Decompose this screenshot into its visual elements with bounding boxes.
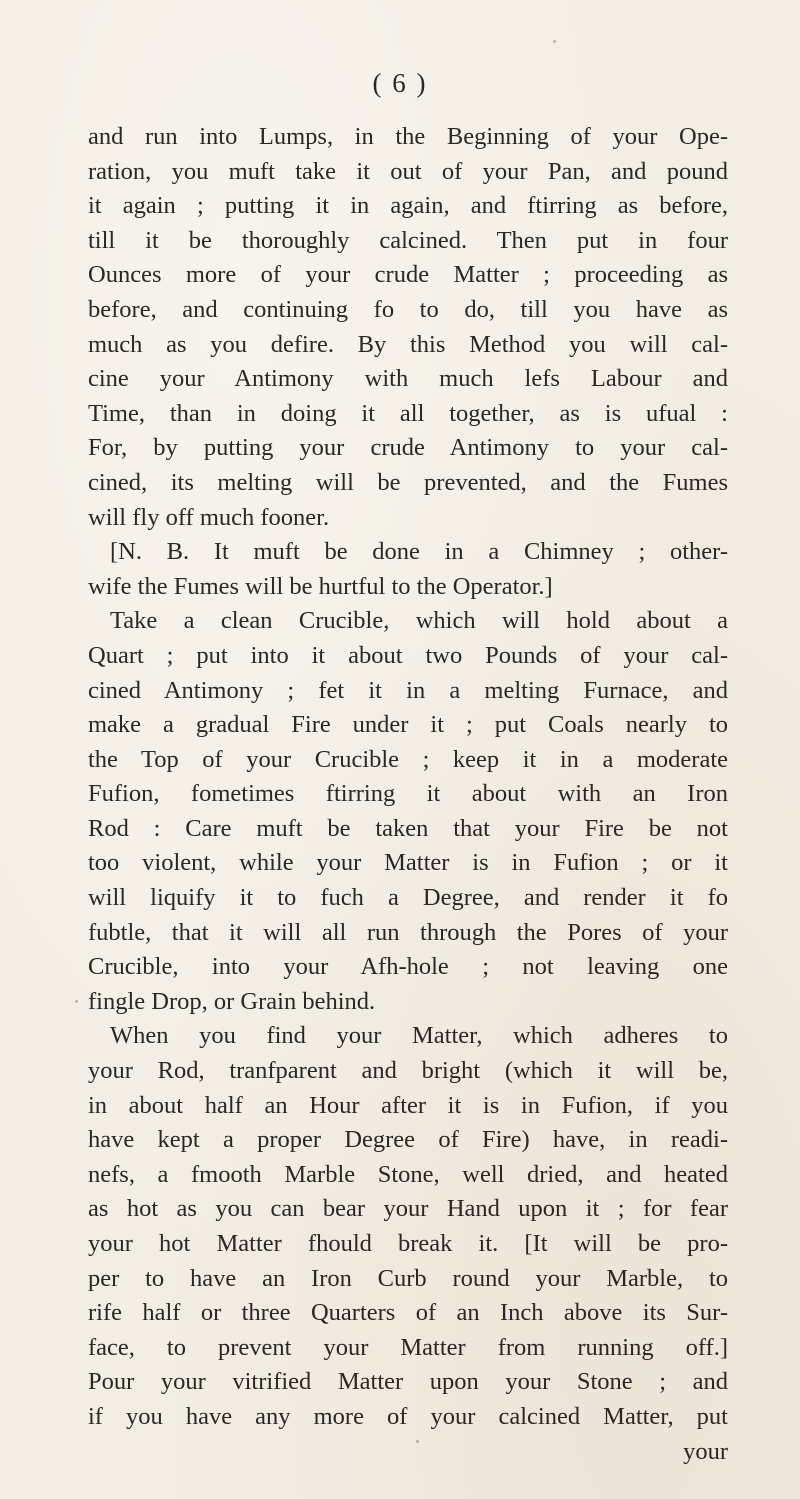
text-line: [N. B. It muft be done in a Chimney ; other- bbox=[110, 538, 728, 566]
text-line: Time, than in doing it all together, as is ufual : bbox=[88, 399, 728, 427]
text-line: Rod : Care muft be taken that your Fire be not bbox=[88, 814, 728, 842]
text-line: When you find your Matter, which adheres to bbox=[110, 1022, 728, 1050]
text-line: make a gradual Fire under it ; put Coals nearly to bbox=[88, 711, 728, 739]
text-line: it again ; putting it in again, and ftirring as before, bbox=[88, 192, 728, 220]
text-line: fubtle, that it will all run through the Pores of your bbox=[88, 918, 728, 946]
text-line: cined, its melting will be prevented, and the Fumes bbox=[88, 468, 728, 496]
text-line: per to have an Iron Curb round your Marble, to bbox=[88, 1264, 728, 1292]
text-line: cine your Antimony with much lefs Labour and bbox=[88, 365, 728, 393]
text-line: rife half or three Quarters of an Inch above its Sur- bbox=[88, 1299, 728, 1327]
text-line: ration, you muft take it out of your Pan, and pound bbox=[88, 157, 728, 185]
text-line: Ounces more of your crude Matter ; proceeding as bbox=[88, 261, 728, 289]
text-line: will fly off much fooner. bbox=[88, 503, 330, 531]
text-line: will liquify it to fuch a Degree, and render it fo bbox=[88, 884, 728, 912]
text-line: till it be thoroughly calcined. Then put in four bbox=[88, 226, 728, 254]
text-line: Pour your vitrified Matter upon your Stone ; and bbox=[88, 1368, 728, 1396]
text-line: too violent, while your Matter is in Fufion ; or it bbox=[88, 849, 728, 877]
text-line: Take a clean Crucible, which will hold about a bbox=[110, 607, 728, 635]
paper-speck bbox=[75, 1000, 78, 1003]
text-line: your Rod, tranfparent and bright (which it will be, bbox=[88, 1057, 728, 1085]
paper-speck bbox=[416, 1440, 419, 1443]
body-text bbox=[88, 120, 728, 1469]
text-line: wife the Fumes will be hurtful to the Operator.] bbox=[88, 572, 553, 600]
text-line: nefs, a fmooth Marble Stone, well dried, and heated bbox=[88, 1160, 728, 1188]
text-line: fingle Drop, or Grain behind. bbox=[88, 987, 376, 1015]
catchword: your bbox=[683, 1437, 728, 1465]
text-line: For, by putting your crude Antimony to your cal- bbox=[88, 434, 728, 462]
text-line: cined Antimony ; fet it in a melting Furnace, and bbox=[88, 676, 728, 704]
text-line: your hot Matter fhould break it. [It will be pro- bbox=[88, 1230, 728, 1257]
text-line: in about half an Hour after it is in Fufion, if you bbox=[88, 1091, 728, 1119]
text-line: Fufion, fometimes ftirring it about with an Iron bbox=[88, 780, 728, 808]
text-line: have kept a proper Degree of Fire) have, in readi- bbox=[88, 1126, 728, 1154]
text-line: face, to prevent your Matter from running off.] bbox=[88, 1333, 728, 1361]
text-line: before, and continuing fo to do, till you have as bbox=[88, 295, 728, 323]
text-line: Crucible, into your Afh-hole ; not leaving one bbox=[88, 953, 728, 981]
text-line: Quart ; put into it about two Pounds of your cal- bbox=[88, 641, 728, 669]
text-line: and run into Lumps, in the Beginning of your Ope- bbox=[88, 123, 728, 150]
page-number: ( 6 ) bbox=[372, 68, 428, 98]
text-line: the Top of your Crucible ; keep it in a moderate bbox=[88, 745, 728, 773]
text-line: as hot as you can bear your Hand upon it ; for fear bbox=[88, 1195, 728, 1223]
text-line: if you have any more of your calcined Matter, put bbox=[88, 1402, 728, 1430]
text-line: much as you defire. By this Method you will cal- bbox=[88, 330, 728, 358]
paper-speck bbox=[553, 40, 556, 43]
